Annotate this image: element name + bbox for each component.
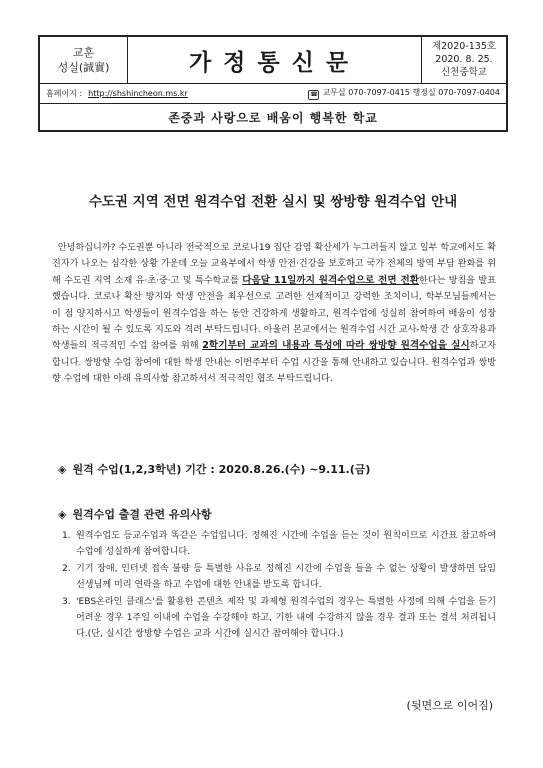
homepage-label: 홈페이지 : xyxy=(46,89,83,98)
item-text: 원격수업도 등교수업과 똑같은 수업입니다. 정해진 시간에 수업을 듣는 것이 원칙이므로 시간표 참고하여 수업에 성실하게 참여합니다. xyxy=(76,531,496,558)
motto-label: 교훈 xyxy=(72,46,95,59)
section-heading xyxy=(58,461,370,477)
section-title: 원격수업 출결 관련 유의사항 xyxy=(72,508,212,521)
motto-value: 성실(誠實) xyxy=(57,61,110,74)
list-item xyxy=(62,561,496,594)
phone-text: 교무실 070-7097-0415 행정실 070-7097-0404 xyxy=(322,88,500,97)
diamond-icon: ◈ xyxy=(58,463,67,476)
continue-note: (뒷면으로 이어짐) xyxy=(406,699,493,712)
newsletter-title: 가정통신문 xyxy=(128,37,422,84)
item-number: 2. xyxy=(62,563,71,574)
section-heading xyxy=(58,506,211,522)
diamond-icon: ◈ xyxy=(58,508,67,521)
school-slogan: 존중과 사랑으로 배움이 행복한 학교 xyxy=(168,110,378,125)
paragraph-text: 한다는 방침을 발표했습니다. 코로나 확산 방지와 학생 안전을 최우선으로 고려한 선제적이고 강력한 조치이니, 학부모님들께서는 이 점 양지하시고 학생들이 원격수업을 하는 동안 건강하게 생활하고, 원격수업에 성실히 참여하여 배움이 성장하는 시간이 될 수 있도록 지도와 격려 부탁드립니다. 아울러 본교에서는 원격수업 시간 교사-학생 간 상호작용과 학생들의 적극적인 수업 참여를 위해 xyxy=(52,275,496,352)
issue-info xyxy=(422,37,506,84)
list-item xyxy=(62,528,496,561)
item-number: 1. xyxy=(62,531,71,541)
school-name: 신천중학교 xyxy=(441,67,487,78)
newsletter-header xyxy=(38,35,508,132)
document-title: 수도권 지역 전면 원격수업 전환 실시 및 쌍방향 원격수업 안내 xyxy=(88,194,458,210)
homepage-link[interactable]: http://shshincheon.ms.kr xyxy=(88,89,188,98)
contact-bar xyxy=(40,84,506,104)
highlight-text: 2학기부터 교과의 내용과 특성에 따라 쌍방향 원격수업을 실시 xyxy=(202,340,470,352)
issue-number: 제2020-135호 xyxy=(431,41,497,52)
item-number: 3. xyxy=(62,596,71,607)
phone-icon: ☎ xyxy=(310,91,318,98)
school-motto xyxy=(40,37,128,84)
highlight-text: 다음달 11일까지 원격수업으로 전면 전환 xyxy=(242,274,420,286)
item-text: 'EBS온라인 클래스'를 활용한 콘텐츠 제작 및 과제형 원격수업의 경우는 특별한 사정에 의해 수업을 듣기 어려운 경우 1주일 이내에 수업을 수강해야 하고, 기한 내에 수강하지 않을 경우 결과 또는 결석 처리됩니다.(단, 실시간 쌍방향 수업은 교과 시간에 실시간 참여해야 합니다.) xyxy=(76,596,496,640)
phone-info xyxy=(308,87,500,100)
paragraph-text: 안녕하십니까? 수도권뿐 아니라 전국적으로 코로나19 집단 감염 확산세가 누그러들지 않고 일부 학교에서도 확진자가 나오는 심각한 상황 가운데 오늘 교육부에서 학생 안전·건강을 보호하고 국가 전체의 방역 부담 완화를 위해 수도권 지역 소재 유·초·중·고 및 특수학교를 xyxy=(52,243,496,286)
notes-list xyxy=(62,528,496,643)
issue-date: 2020. 8. 25. xyxy=(435,54,493,65)
paragraph-text: 하고자 합니다. 쌍방향 수업 참여에 대한 학생 안내는 이번주부터 수업 시간을 통해 안내하고 있습니다. 원격수업과 쌍방향 수업에 대한 아래 유의사항 참고하셔서 적극적인 협조 부탁드립니다. xyxy=(52,341,496,385)
item-text: 기기 장애, 인터넷 접속 불량 등 특별한 사유로 정해진 시간에 수업을 들을 수 없는 상황이 발생하면 담임 선생님께 미리 연락을 하고 수업에 대한 안내를 받도록 합니다. xyxy=(76,563,496,591)
list-item xyxy=(62,594,496,643)
section-title: 원격 수업(1,2,3학년) 기간 : 2020.8.26.(수) ~9.11.(금) xyxy=(72,463,371,476)
intro-paragraph xyxy=(52,240,496,388)
